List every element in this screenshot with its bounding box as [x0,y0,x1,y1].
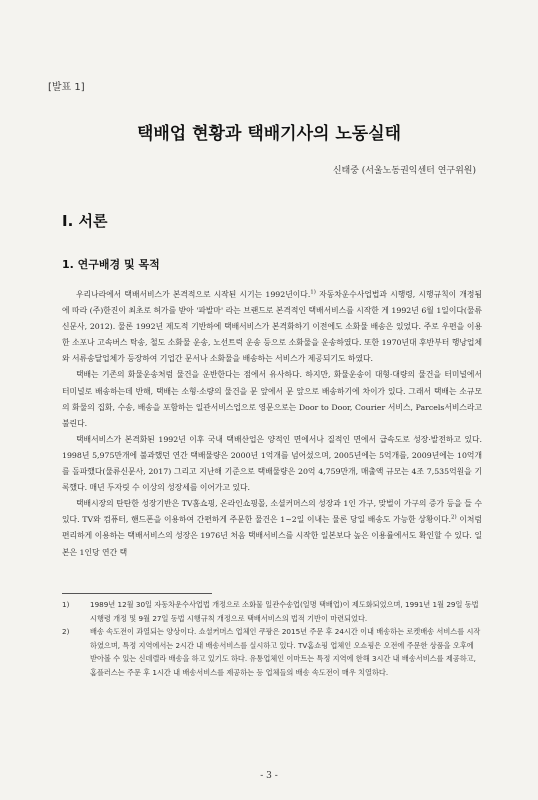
section-heading: Ⅰ. 서론 [62,212,108,230]
footnote-text: 1989년 12월 30일 자동차운수사업법 개정으로 소화물 일관수송업(일명 택배업)이 제도화되었으며, 1991년 1월 29일 동법 시행령 개정 및 9월 27일 동법 시행규칙 개정으로 택배서비스의 법적 기반이 마련되었다. [90,600,479,623]
footnote-text: 배송 속도전이 과열되는 양상이다. 쇼셜커머스 업체인 쿠팡은 2015년 주문 후 24시간 이내 배송하는 로켓배송 서비스를 시작하였으며, 특정 지역에서는 2시간 내 배송서비스를 실시하고 있다. TV홈쇼핑 업체인 오쇼핑은 오전에 주문한 상품을 오후에 받아볼 수 있는 신데렐라 배송을 하고 있기도 하다. 유통업체인 이마트는 특정 지역에 한해 3시간 내 배송서비스를 제공하고, 홈플러스는 주문 후 1시간 내 배송서비스를 제공하는 등 업체들의 배송 속도전이 매우 치열하다. [90,627,481,677]
paragraph-4-text-a: 택배시장의 탄탄한 성장기반은 TV홈쇼핑, 온라인쇼핑몰, 소셜커머스의 성장과 1인 가구, 맞벌이 가구의 증가 등을 들 수 있다. TV와 컴퓨터, 핸드폰을 이용하여 간편하게 주문한 물건은 1~2일 이내는 물론 당일 배송도 가능한 상황이다. [62,499,482,525]
page-number: - 3 - [260,771,278,781]
paragraph-1-text-b: 자동차운수사업법과 시행령, 시행규칙이 개정됨에 따라 (주)한진이 최초로 허가를 받아 '파발마' 라는 브랜드로 본격적인 택배서비스를 시작한 게 1992년 6월 1일이다(물류신문사, 2012). 물론 1992년 제도적 기반하에 택배서비스가 본격화하기 이전에도 소화물 배송은 있었다. 주로 우편을 이용한 소포나 고속버스 탁송, 철도 소화물 운송, 노선트럭 운송 등으로 소화물을 운송하였다. 또한 1970년대 후반부터 행낭업체와 서류송달업체가 등장하여 기업간 문서나 소화물을 배송하는 서비스가 제공되기도 하였다. [62,290,482,364]
footnotes [62,598,482,680]
footnote-item [62,598,482,625]
paragraph-2: 택배는 기존의 화물운송처럼 물건을 운반한다는 점에서 유사하다. 하지만, 화물운송이 대형·대량의 물건을 터미널에서 터미널로 배송하는데 반해, 택배는 소형·소량의 물건을 문 앞에서 문 앞으로 배송하기에 차이가 있다. 그래서 택배는 소규모의 화물의 집화, 수송, 배송을 포함하는 일관서비스업으로 영문으로는 Door to Door, Courier 서비스, Parcels서비스라고 불린다. [62,370,482,428]
footnote-divider [62,593,212,594]
footnote-ref-2[interactable]: 2) [451,514,457,521]
page-title: 택배업 현황과 택배기사의 노동실태 [136,124,402,144]
author-line: 신태중 (서울노동권익센터 연구위원) [332,166,476,176]
footnote-item [62,625,482,679]
paragraph-4 [62,496,482,560]
footnote-number: 1) [62,600,70,609]
footnote-ref-1[interactable]: 1) [310,289,316,296]
paragraph-1-text-a: 우리나라에서 택배서비스가 본격적으로 시작된 시기는 1992년이다. [76,290,311,299]
body-text [62,287,482,561]
presentation-tag: [발표 1] [48,82,85,93]
paragraph-3: 택배서비스가 본격화된 1992년 이후 국내 택배산업은 양적인 면에서나 질적인 면에서 급속도로 성장·발전하고 있다. 1998년 5,975만개에 불과했던 연간 택배물량은 2000년 1억개를 넘어섰으며, 2005년에는 5억개를, 2009년에는 10억개를 돌파했다(물류신문사, 2017) 그리고 지난해 기준으로 택배물량은 20억 4,759만개, 매출액 규모는 4조 7,535억원을 기록했다. 매년 두자릿 수 이상의 성장세를 이어가고 있다. [62,434,482,493]
paragraph-4-text-b: 이처럼 편리하게 이용하는 택배서비스의 성장은 1976년 처음 택배서비스를 시작한 일본보다 높은 이용률에서도 확인할 수 있다. 일본은 1인당 연간 택 [62,515,482,557]
subsection-heading: 1. 연구배경 및 목적 [62,258,160,271]
footnote-number: 2) [62,627,70,637]
paragraph-1 [62,287,482,367]
